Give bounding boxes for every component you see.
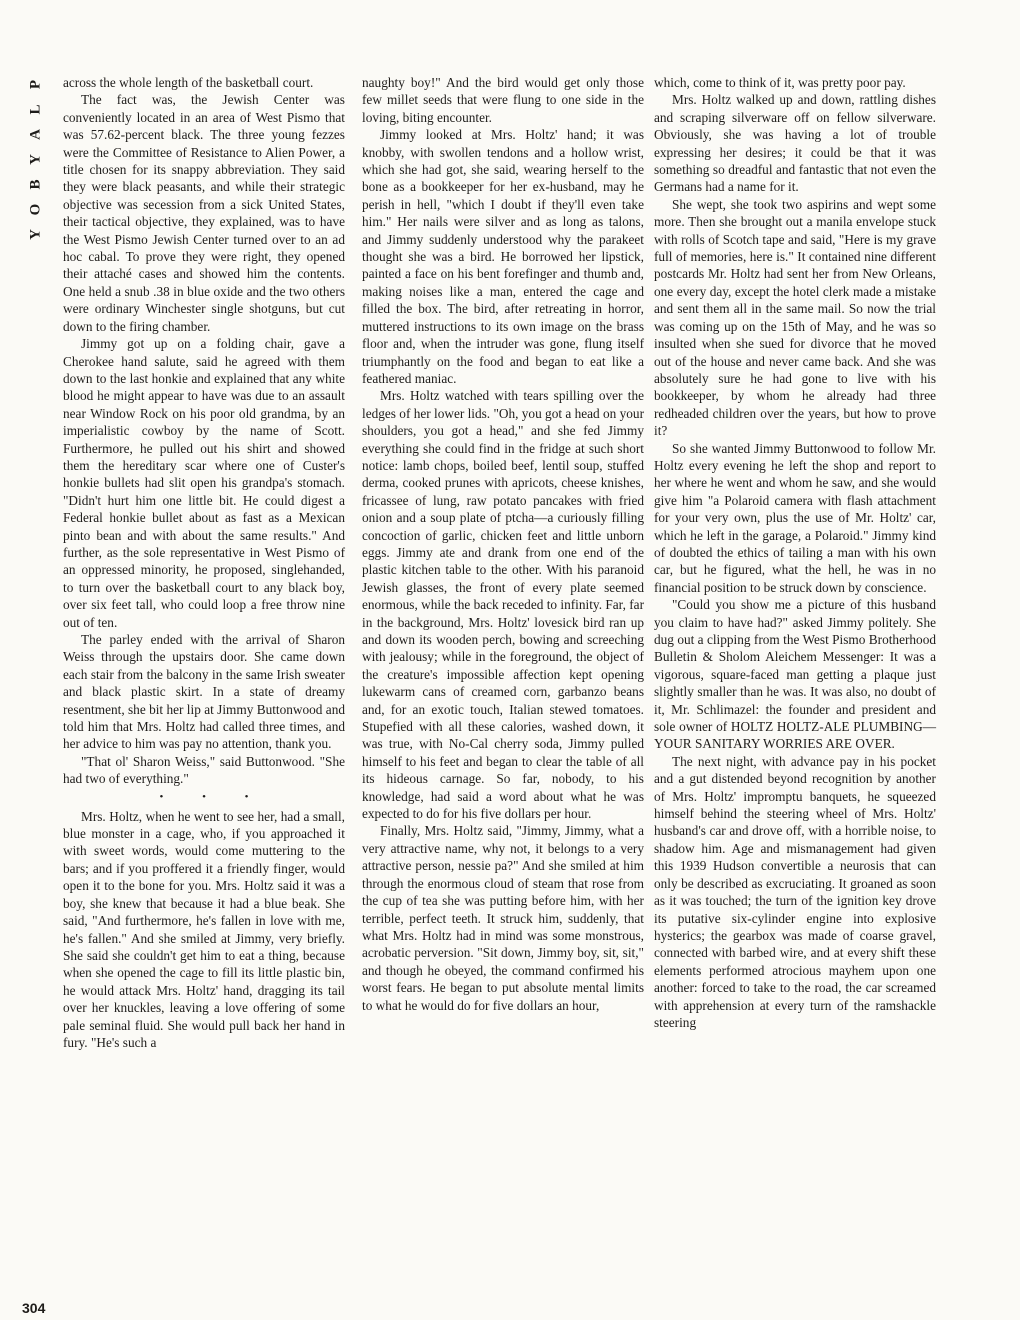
paragraph: Mrs. Holtz watched with tears spilling over the ledges of her lower lids. "Oh, you got a head on your shoulders, you got a head," and she fed Jimmy everything she could find in the fridge at such short notice: lamb chops, boiled beef, lentil soup, stuffed derma, cooked prunes with apricots, cheese knishes, fricassee of lung, raw potato pancakes with fried onion and a soup plate of ptcha—a curiously filling concoction of garlic, chicken feet and little unborn eggs. Jimmy ate and drank from one end of the plastic kitchen table to the other. With his paranoid Jewish glasses, the front of every plate seemed enormous, while the back receded to infinity. Far, far in the background, Mrs. Holtz' lovesick bird ran up and down its wooden perch, bowing and screeching with jealousy; while in the foreground, the object of the creature's impossible affection kept opening lukewarm cans of creamed corn, garbanzo beans and, for an exotic touch, Italian stewed tomatoes. Stupefied with all these calories, washed down, it was true, with No-Cal cherry soda, Jimmy pulled himself to his feet and began to clear the table of all its hideous carnage. So far, nobody, to his knowledge, had said a word about what he was expected to do for his five dollars per hour. — [362, 388, 645, 822]
page-number: 304 — [22, 1300, 46, 1316]
masthead-letter: Y — [27, 229, 44, 240]
magazine-masthead — [25, 72, 47, 247]
text-column-3 — [654, 74, 936, 1031]
paragraph: So she wanted Jimmy Buttonwood to follow Mr. Holtz every evening he left the shop and report to her where he went and whom he saw, and she would give him "a Polaroid camera with flash attachment for your very own, plus the use of Mr. Holtz' car, which he left in the garage, a Polaroid." Jimmy kind of doubted the ethics of tailing a man with his own car, but he figured, what the hell, he was in no financial position to be struck down by conscience. — [654, 440, 936, 595]
paragraph: Jimmy got up on a folding chair, gave a Cherokee hand salute, said he agreed with them down to the last honkie and explained that any white blood he might appear to have was due to an assault near Window Rock on his poor old grandma, by an imperialistic cowboy by the name of Scott. Furthermore, he pulled out his shirt and showed them the hereditary scar where one of Custer's honkie bullets had slit open his grandpa's stomach. "Didn't hurt him one little bit. He could digest a Federal honkie bullet about as fast as a Mexican pinto bean and with about the same results." And further, as the sole representative in West Pismo of an oppressed minority, he proposed, singlehanded, to turn over the basketball court to any black boy, over six feet tall, who could loop a free throw nine out of ten. — [63, 336, 345, 630]
paragraph-continued: which, come to think of it, was pretty poor pay. — [654, 75, 906, 90]
masthead-letter: A — [27, 129, 44, 140]
paragraph: The parley ended with the arrival of Sharon Weiss through the upstairs door. She came down each stair from the balcony in the same Irish sweater and black plastic skirt. In a state of dreamy resentment, she bit her lip at Jimmy Buttonwood and told him that Mrs. Holtz had called three times, and her advice to him was pay no attention, thank you. — [63, 632, 345, 752]
masthead-letter: P — [27, 79, 44, 90]
masthead-letter: L — [27, 104, 44, 115]
paragraph: Finally, Mrs. Holtz said, "Jimmy, Jimmy, what a very attractive name, why not, it belongs to a very attractive person, nessie pa?" And she smiled at him through the enormous cloud of steam that rose from the cup of tea she was putting before him, with her terrible, perfect teeth. It struck him, suddenly, that what Mrs. Holtz had in mind was some monstrous, acrobatic perversion. "Sit down, Jimmy boy, sit, sit," and though he obeyed, the command confirmed his worst fears. He began to put absolute mental limits to what he would do for five dollars an hour, — [362, 823, 644, 1013]
paragraph-continued: naughty boy!" And the bird would get only those few millet seeds that were flung to one side in the loving, biting encounter. — [362, 75, 644, 125]
section-break: • • • — [159, 790, 267, 803]
paragraph: She wept, she took two aspirins and wept some more. Then she brought out a manila envelope stuck with rolls of Scotch tape and said, "Here is my grave full of memories, here is." It contained nine different postcards Mr. Holtz had sent her from New Orleans, one every day, except the hotel clerk made a mistake and sent them all in the same mail. So now the trial was coming up on the 15th of May, and he was so insulted when she sued for divorce that he moved out of the house and never came back. And she was absolutely sure he had gone to live with his bookkeeper, by whom he already had three redheaded children over the years, but how to prove it? — [654, 196, 936, 439]
paragraph: Mrs. Holtz, when he went to see her, had a small, blue monster in a cage, who, if you approached it with sweet words, would come muttering to the bars; and if you proffered it a friendly finger, would open it to the bone for you. Mrs. Holtz said it was a boy, she knew that because it had a blue beak. She said, "And furthermore, he's fallen in love with me, he's fallen." And she smiled at Jimmy, very briefly. She said she couldn't get him to eat a thing, because when she opened the cage to fill its little plastic bin, he would attack Mrs. Holtz' hand, dragging its tail over her knuckles, leaving a love offering of some pale seminal fluid. She would pull back her hand in fury. "He's such a — [63, 808, 345, 1050]
paragraph: The fact was, the Jewish Center was conveniently located in an area of West Pismo that was 57.62-percent black. The three young fezzes were the Committee of Resistance to Alien Power, a title chosen for its snappy abbreviation. They said they were black peasants, and while their strategic objective was secession from a sick United States, their tactical objective, they explained, was to have the West Pismo Jewish Center turned over to an ad hoc cabal. To prove they were right, they opened their attaché cases and showed him the contents. One held a snub .38 in blue oxide and the two others were ordinary Winchester single shotguns, but cut down to the firing chamber. — [63, 92, 345, 334]
paragraph-continued: across the whole length of the basketball court. — [63, 75, 314, 90]
masthead-letter: Y — [27, 154, 44, 165]
paragraph: "Could you show me a picture of this husband you claim to have had?" asked Jimmy politely. She dug out a clipping from the West Pismo Brotherhood Bulletin & Sholom Aleichem Messenger: It was a vigorous, square-faced man getting a plaque just slightly smaller than he was. It was also, no doubt of it, Mr. Schlimazel: the founder and president and sole owner of HOLTZ HOLTZ-ALE PLUMBING—YOUR SANITARY WORRIES ARE OVER. — [654, 597, 936, 752]
paragraph: The next night, with advance pay in his pocket and a gut distended beyond recognition by another of Mrs. Holtz' impromptu banquets, he squeezed himself behind the steering wheel of Mrs. Holtz' husband's car and drove off, with a horrible noise, to shadow him. Age and mismanagement had given this 1939 Hudson convertible a neurosis that can only be described as excruciating. It groaned as soon as it was touched; the turn of the ignition key drove its putative six-cylinder engine into explosive hysterics; the gearbox was made of coarse gravel, connected with barbed wire, and at every shift these elements performed atrocious mayhem upon one another: forced to take to the road, the car screamed with apprehension at every turn of the ramshackle steering — [654, 753, 936, 1030]
paragraph: "That ol' Sharon Weiss," said Buttonwood. "She had two of everything." — [63, 753, 345, 787]
text-column-1 — [63, 74, 345, 1051]
text-column-2 — [362, 74, 644, 1014]
masthead-letter: B — [27, 179, 44, 190]
paragraph: Jimmy looked at Mrs. Holtz' hand; it was knobby, with swollen tendons and a hollow wrist, which she had got, she said, wearing herself to the bone as a bookkeeper for her ex-husband, may he perish in hell, "which I doubt if they'll even take him." Her nails were silver and as long as talons, and Jimmy suddenly understood why the parakeet thought she was a bird. He borrowed her lipstick, painted a face on his bent forefinger and thumb and, making noises like a man, entered the cage and filled the box. The bird, after retreating in horror, muttered instructions to its own image on the brass floor and, when the intruder was gone, flung itself triumphantly on the food and began to eat like a feathered maniac. — [362, 127, 644, 386]
paragraph: Mrs. Holtz walked up and down, rattling dishes and scraping silverware off on fellow silverware. Obviously, she was having a lot of trouble expressing her desires; it could be that it was something so dreadful and fantastic that not even the Germans had a name for it. — [654, 92, 936, 195]
masthead-letter: O — [27, 203, 44, 216]
